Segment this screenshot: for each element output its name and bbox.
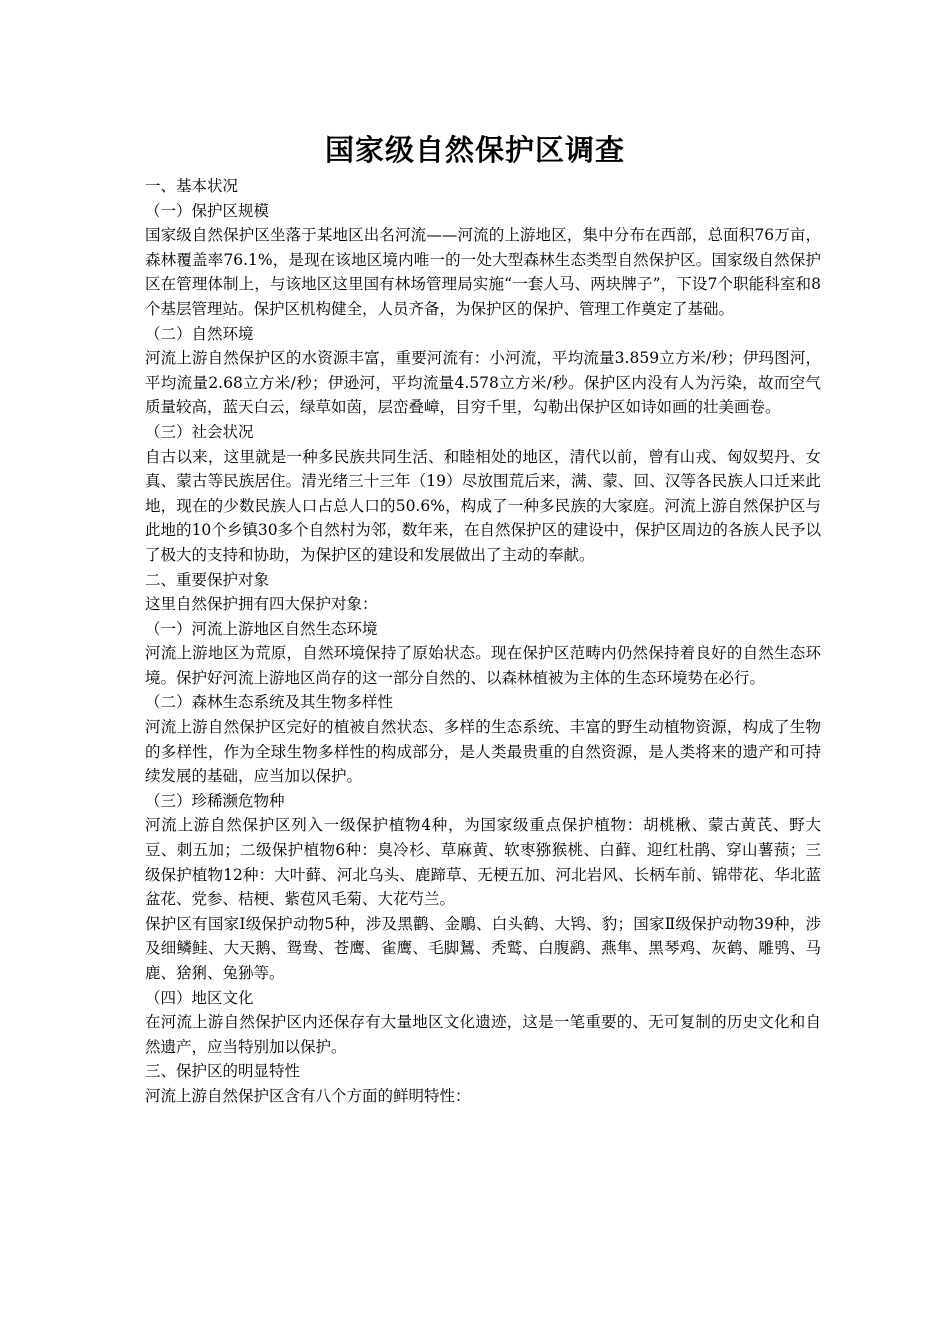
paragraph-ecological-environment: 河流上游地区为荒原，自然环境保持了原始状态。现在保护区范畴内仍然保持着良好的自然生态环境。保护好河流上游地区尚存的这一部分自然的、以森林植被为主体的生态环境势在必行。 [145,644,821,687]
paragraph-forest-biodiversity: 河流上游自然保护区完好的植被自然状态、多样的生态系统、丰富的野生动植物资源，构成了生物的多样性，作为全球生物多样性的构成部分，是人类最贵重的自然资源，是人类将来的遗产和可持续发展的基础，应当加以保护。 [145,718,821,786]
paragraph-regional-culture: 在河流上游自然保护区内还保存有大量地区文化遗迹，这是一笔重要的、无可复制的历史文化和自然遗产，应当特别加以保护。 [145,1013,821,1056]
subsection-heading-regional-culture: （四）地区文化 [145,988,254,1007]
paragraph-natural-environment: 河流上游自然保护区的水资源丰富，重要河流有：小河流，平均流量3.859立方米/秒；伊玛图河，平均流量2.68立方米/秒；伊逊河，平均流量4.578立方米/秒。保护区内没有人为污染，故而空气质量较高，蓝天白云，绿草如茵，层峦叠嶂，目穷千里，勾勒出保护区如诗如画的壮美画卷。 [145,349,821,417]
subsection-heading-social-status: （三）社会状况 [145,422,254,441]
paragraph-protection-intro: 这里自然保护拥有四大保护对象： [145,595,378,614]
subsection-heading-endangered-species: （三）珍稀濒危物种 [145,791,285,810]
subsection-heading-natural-environment: （二）自然环境 [145,324,254,343]
paragraph-features-intro: 河流上游自然保护区含有八个方面的鲜明特性： [145,1086,471,1105]
subsection-heading-scale: （一）保护区规模 [145,201,270,220]
section-heading-features: 三、保护区的明显特性 [145,1062,301,1081]
paragraph-protected-plants: 河流上游自然保护区列入一级保护植物4种，为国家级重点保护植物：胡桃楸、蒙古黄芪、野大豆、刺五加；二级保护植物6种：臭冷杉、草麻黄、软枣猕猴桃、白藓、迎红杜鹃、穿山薯蓣；三级保护植物12种：大叶藓、河北乌头、鹿蹄草、无梗五加、河北岩风、长柄车前、锦带花、华北蓝盆花、党参、桔梗、紫苞风毛菊、大花芍兰。 [145,816,821,909]
subsection-heading-forest-biodiversity: （二）森林生态系统及其生物多样性 [145,693,394,712]
section-heading-basic-status: 一、基本状况 [145,177,239,195]
document-body [145,174,821,1109]
paragraph-protected-animals: 保护区有国家Ⅰ级保护动物5种，涉及黑鹳、金鵰、白头鹤、大鸨、豹；国家Ⅱ级保护动物39种，涉及细鳞鲑、大天鹅、鸳鸯、苍鹰、雀鹰、毛脚鵟、秃鹫、白腹鹞、燕隼、黑琴鸡、灰鹤、雕鸮、马鹿、猞猁、兔狲等。 [145,914,821,982]
section-heading-protection-targets: 二、重要保护对象 [145,570,270,589]
paragraph-social-status: 自古以来，这里就是一种多民族共同生活、和睦相处的地区，清代以前，曾有山戎、匈奴契丹、女真、蒙古等民族居住。清光绪三十三年（19）尽放围荒后来，满、蒙、回、汉等各民族人口迁来此地，现在的少数民族人口占总人口的50.6%，构成了一种多民族的大家庭。河流上游自然保护区与此地的10个乡镇30多个自然村为邻，数年来，在自然保护区的建设中，保护区周边的各族人民予以了极大的支持和协助，为保护区的建设和发展做出了主动的奉献。 [145,447,821,564]
subsection-heading-ecological-environment: （一）河流上游地区自然生态环境 [145,619,378,638]
document-title: 国家级自然保护区调查 [324,133,625,167]
paragraph-scale: 国家级自然保护区坐落于某地区出名河流——河流的上游地区，集中分布在西部，总面积76万亩，森林覆盖率76.1%，是现在该地区境内唯一的一处大型森林生态类型自然保护区。国家级自然保护区在管理体制上，与该地区这里国有林场管理局实施“一套人马、两块牌子”，下设7个职能科室和8个基层管理站。保护区机构健全，人员齐备，为保护区的保护、管理工作奠定了基础。 [145,226,821,318]
